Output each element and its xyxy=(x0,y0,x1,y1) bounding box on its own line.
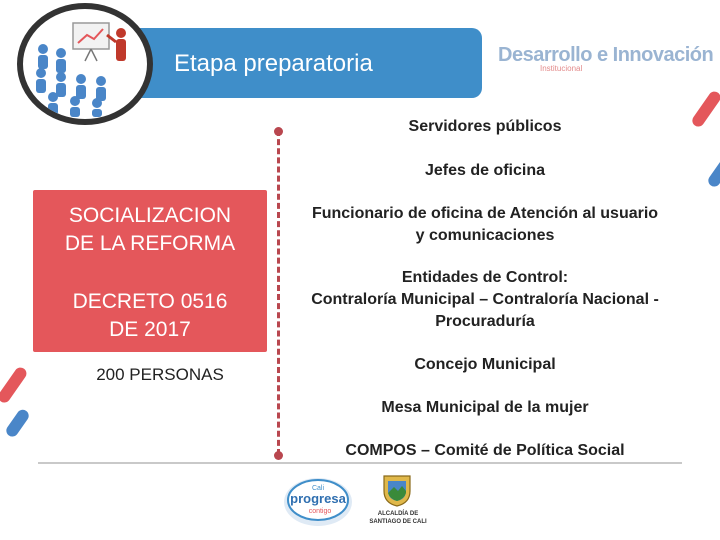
participant-line: Contraloría Municipal – Contraloría Nacional - xyxy=(311,291,659,308)
participant-item xyxy=(285,203,685,247)
alcaldia-line1: ALCALDÍA DE xyxy=(377,511,419,517)
attendee-count: 200 PERSONAS xyxy=(96,365,224,384)
participant-item: Concejo Municipal xyxy=(414,356,556,373)
participant-item: Mesa Municipal de la mujer xyxy=(381,399,589,416)
decorative-stripe xyxy=(0,365,29,405)
timeline-dot xyxy=(274,451,283,460)
training-illustration xyxy=(17,3,153,125)
reform-title-line1: SOCIALIZACION xyxy=(68,204,232,227)
decorative-stripe xyxy=(690,89,720,129)
decorative-stripe xyxy=(4,407,31,438)
decorative-stripe xyxy=(706,157,720,188)
alcaldia-label xyxy=(360,510,436,526)
participant-line: Entidades de Control: xyxy=(401,269,569,286)
decree-line1: DECRETO 0516 xyxy=(72,290,228,313)
coat-of-arms-icon xyxy=(380,473,414,507)
participant-item: Servidores públicos xyxy=(408,118,562,135)
cali-logo-main: progresa xyxy=(290,491,346,506)
brand-subtitle: Institucional xyxy=(540,64,583,73)
decree-line2: DE 2017 xyxy=(109,318,191,341)
reform-title-line2: DE LA REFORMA xyxy=(64,232,236,255)
participant-item: Jefes de oficina xyxy=(424,162,546,179)
brand-name: Desarrollo e Innovación xyxy=(498,44,714,66)
footer-divider xyxy=(38,462,682,464)
presentation-icon xyxy=(23,9,147,119)
alcaldia-line2: SANTIAGO DE CALI xyxy=(369,519,427,525)
timeline-line xyxy=(277,130,280,455)
page-title: Etapa preparatoria xyxy=(174,50,373,77)
timeline-dot xyxy=(274,127,283,136)
brand-logo xyxy=(498,44,714,74)
cali-logo-sub: contigo xyxy=(308,508,332,515)
participant-item xyxy=(285,267,685,333)
participant-item: COMPOS – Comité de Política Social xyxy=(345,442,625,459)
participant-line: Funcionario de oficina de Atención al usuario xyxy=(311,205,659,222)
cali-progresa-logo xyxy=(282,470,354,530)
participant-line: Procuraduría xyxy=(435,313,535,330)
participant-line: y comunicaciones xyxy=(415,227,555,244)
cali-logo-top: Cali xyxy=(311,485,325,492)
